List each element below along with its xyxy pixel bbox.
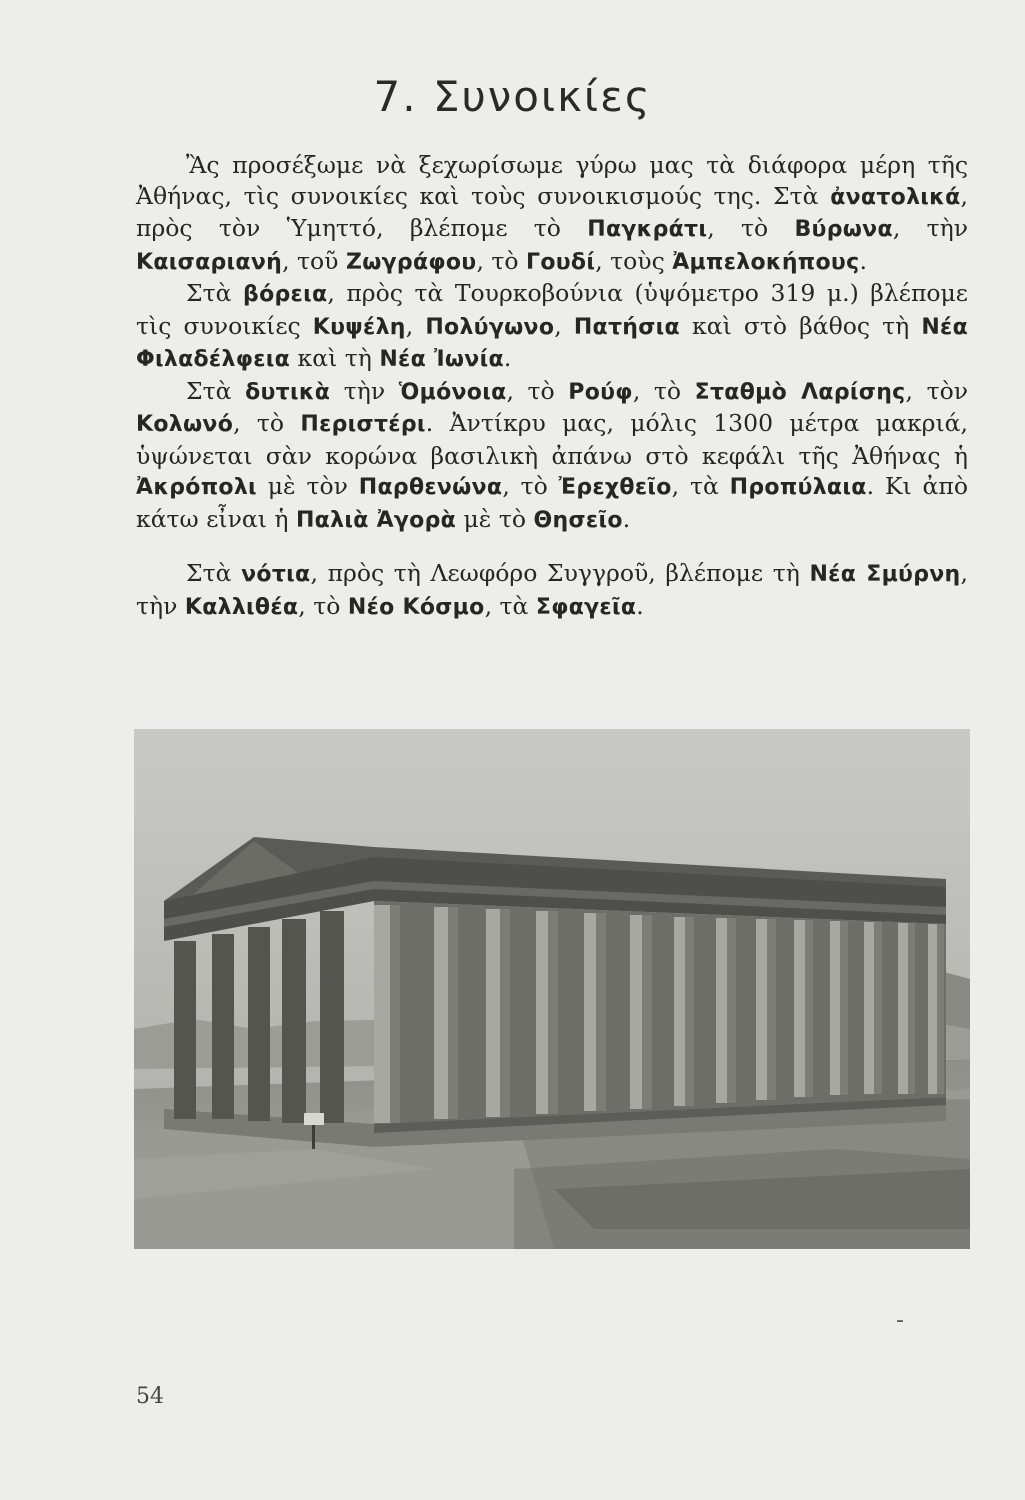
paragraph-north: Στὰ βόρεια, πρὸς τὰ Τουρκοβούνια (ὑψόμετρο 319 μ.) βλέπομε τὶς συνοικίες Κυψέλη, Πολύγωνο, Πατήσια καὶ στὸ βάθος τὴ Νέα Φιλαδέλφεια καὶ τὴ Νέα Ἰωνία. — [136, 279, 968, 372]
emphasized-place-name: Ρούφ — [568, 379, 633, 405]
main-text-block — [136, 150, 968, 536]
emphasized-place-name: Σταθμὸ Λαρίσης — [694, 379, 906, 405]
emphasized-place-name: Καλλιθέα — [184, 594, 299, 620]
corner-mark: - — [896, 1308, 904, 1333]
emphasized-place-name: Πατήσια — [573, 314, 680, 340]
emphasized-place-name: ἀνατολικά — [830, 184, 961, 210]
chapter-title: 7. Συνοικίες — [373, 72, 652, 121]
emphasized-place-name: Πολύγωνο — [425, 314, 555, 340]
emphasized-place-name: Ἀμπελοκήπους — [672, 249, 860, 275]
page-number: 54 — [136, 1384, 164, 1409]
emphasized-place-name: Κολωνό — [136, 412, 234, 437]
emphasized-place-name: Βύρωνα — [794, 217, 893, 242]
emphasized-place-name: Καισαριανή — [136, 249, 283, 275]
south-text-block — [136, 558, 968, 623]
paragraph-south: Στὰ νότια, πρὸς τὴ Λεωφόρο Συγγροῦ, βλέπομε τὴ Νέα Σμύρνη, τὴν Καλλιθέα, τὸ Νέο Κόσμο, τὰ Σφαγεῖα. — [136, 559, 968, 620]
emphasized-place-name: Προπύλαια — [729, 475, 867, 500]
emphasized-place-name: Γουδί — [526, 249, 596, 275]
paragraph-west: Στὰ δυτικὰ τὴν Ὁμόνοια, τὸ Ρούφ, τὸ Σταθμὸ Λαρίσης, τὸν Κολωνό, τὸ Περιστέρι. Ἀντίκρυ μας, μόλις 1300 μέτρα μακριά, ὑψώνεται σὰν κορώνα βασιλικὴ ἀπάνω στὸ κεφάλι τῆς Ἀθήνας ἡ Ἀκρόπολι μὲ τὸν Παρθενώνα, τὸ Ἐρεχθεῖο, τὰ Προπύλαια. Κι ἀπὸ κάτω εἶναι ἡ Παλιὰ Ἀγορὰ μὲ τὸ Θησεῖο. — [136, 376, 969, 533]
paragraph-east: Ἂς προσέξωμε νὰ ξεχωρίσωμε γύρω μας τὰ διάφορα μέρη τῆς Ἀθήνας, τὶς συνοικίες καὶ τοὺς συνοικισμούς της. Στὰ ἀνατολικά, πρὸς τὸν Ὑμηττό, βλέπομε τὸ Παγκράτι, τὸ Βύρωνα, τὴν Καισαριανή, τοῦ Ζωγράφου, τὸ Γουδί, τοὺς Ἀμπελοκήπους. — [136, 151, 968, 275]
emphasized-place-name: νότια — [241, 562, 311, 587]
emphasized-place-name: Κυψέλη — [312, 314, 406, 340]
emphasized-place-name: Παγκράτι — [587, 217, 708, 242]
emphasized-place-name: Ἐρεχθεῖο — [558, 475, 672, 500]
emphasized-place-name: Νέο Κόσμο — [347, 594, 485, 620]
emphasized-place-name: Ὁμόνοια — [398, 379, 507, 405]
emphasized-place-name: Θησεῖο — [533, 507, 623, 533]
emphasized-place-name: Ἀκρόπολι — [136, 475, 257, 500]
emphasized-place-name: Νέα Φιλαδέλφεια — [136, 314, 968, 372]
temple-photograph — [134, 729, 970, 1249]
emphasized-place-name: Ζωγράφου — [345, 249, 477, 275]
emphasized-place-name: βόρεια — [243, 282, 328, 307]
emphasized-place-name: δυτικὰ — [245, 379, 331, 405]
emphasized-place-name: Σφαγεῖα — [535, 594, 637, 620]
emphasized-place-name: Νέα Ἰωνία — [379, 347, 504, 372]
emphasized-place-name: Περιστέρι — [300, 412, 426, 437]
emphasized-place-name: Παρθενώνα — [358, 475, 503, 500]
emphasized-place-name: Νέα Σμύρνη — [809, 562, 961, 587]
emphasized-place-name: Παλιὰ Ἀγορὰ — [295, 507, 457, 533]
